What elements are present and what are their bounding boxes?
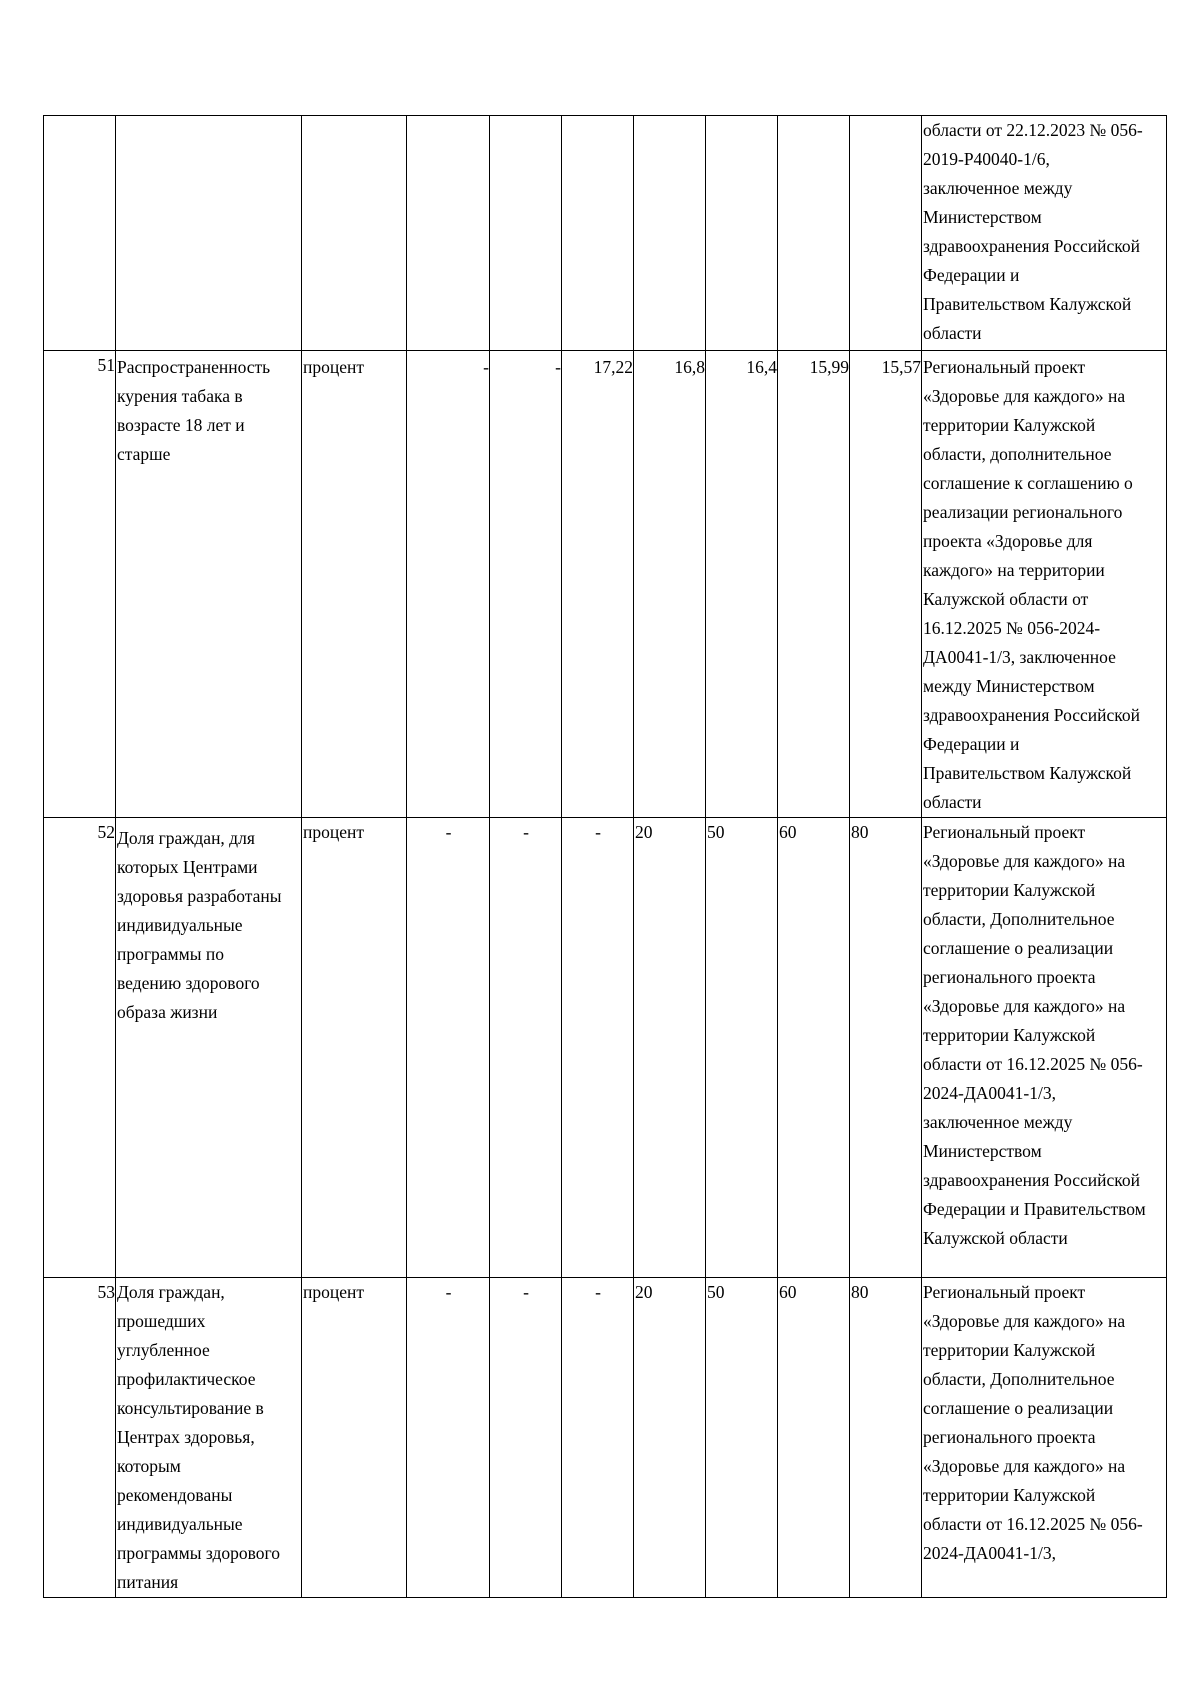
row-number: 52	[44, 818, 116, 1278]
value-cell: 17,22	[562, 351, 634, 818]
value-cell: -	[562, 1278, 634, 1598]
value-cell: 80	[850, 1278, 922, 1598]
value-cell	[850, 116, 922, 351]
value-cell: 15,99	[778, 351, 850, 818]
value-cell: -	[490, 351, 562, 818]
unit-cell: процент	[302, 818, 407, 1278]
source-cell: Региональный проект «Здоровье для каждого» на территории Калужской области, Дополнительное соглашение о реализации регионального проекта «Здоровье для каждого» на территории Калужской области от 16.12.2025 № 056- 2024-ДА0041-1/3, заключенное между Министерством здравоохранения Российской Федерации и Правительством Калужской области	[922, 818, 1167, 1278]
row-number: 53	[44, 1278, 116, 1598]
indicator-name: Распространенность курения табака в возрасте 18 лет и старше	[116, 351, 302, 818]
row-number	[44, 116, 116, 351]
table-row	[44, 116, 1167, 351]
value-cell: 16,4	[706, 351, 778, 818]
value-cell: -	[490, 818, 562, 1278]
value-cell	[490, 116, 562, 351]
value-cell	[562, 116, 634, 351]
table-row	[44, 818, 1167, 1278]
value-cell: 50	[706, 818, 778, 1278]
indicator-name: Доля граждан, для которых Центрами здоровья разработаны индивидуальные программы по ведению здорового образа жизни	[116, 818, 302, 1278]
value-cell: -	[562, 818, 634, 1278]
value-cell: -	[407, 1278, 490, 1598]
table-row	[44, 1278, 1167, 1598]
indicator-name	[116, 116, 302, 351]
indicator-name: Доля граждан, прошедших углубленное профилактическое консультирование в Центрах здоровья, которым рекомендованы индивидуальные программы здорового питания	[116, 1278, 302, 1598]
value-cell: 20	[634, 1278, 706, 1598]
value-cell: 20	[634, 818, 706, 1278]
value-cell: 50	[706, 1278, 778, 1598]
source-cell: Региональный проект «Здоровье для каждого» на территории Калужской области, Дополнительное соглашение о реализации регионального проекта «Здоровье для каждого» на территории Калужской области от 16.12.2025 № 056- 2024-ДА0041-1/3,	[922, 1278, 1167, 1598]
source-cell: Региональный проект «Здоровье для каждого» на территории Калужской области, дополнительное соглашение к соглашению о реализации регионального проекта «Здоровье для каждого» на территории Калужской области от 16.12.2025 № 056-2024- ДА0041-1/3, заключенное между Министерством здравоохранения Российской Федерации и Правительством Калужской области	[922, 351, 1167, 818]
unit-cell: процент	[302, 1278, 407, 1598]
value-cell: -	[407, 818, 490, 1278]
value-cell	[706, 116, 778, 351]
table-row	[44, 351, 1167, 818]
unit-cell: процент	[302, 351, 407, 818]
value-cell: 16,8	[634, 351, 706, 818]
value-cell	[407, 116, 490, 351]
indicators-table	[43, 115, 1167, 1598]
value-cell	[634, 116, 706, 351]
value-cell: 60	[778, 1278, 850, 1598]
value-cell: 80	[850, 818, 922, 1278]
row-number: 51	[44, 351, 116, 818]
value-cell: 60	[778, 818, 850, 1278]
value-cell: 15,57	[850, 351, 922, 818]
source-cell: области от 22.12.2023 № 056- 2019-Р40040-1/6, заключенное между Министерством здравоохранения Российской Федерации и Правительством Калужской области	[922, 116, 1167, 351]
value-cell: -	[490, 1278, 562, 1598]
value-cell	[778, 116, 850, 351]
unit-cell	[302, 116, 407, 351]
value-cell: -	[407, 351, 490, 818]
